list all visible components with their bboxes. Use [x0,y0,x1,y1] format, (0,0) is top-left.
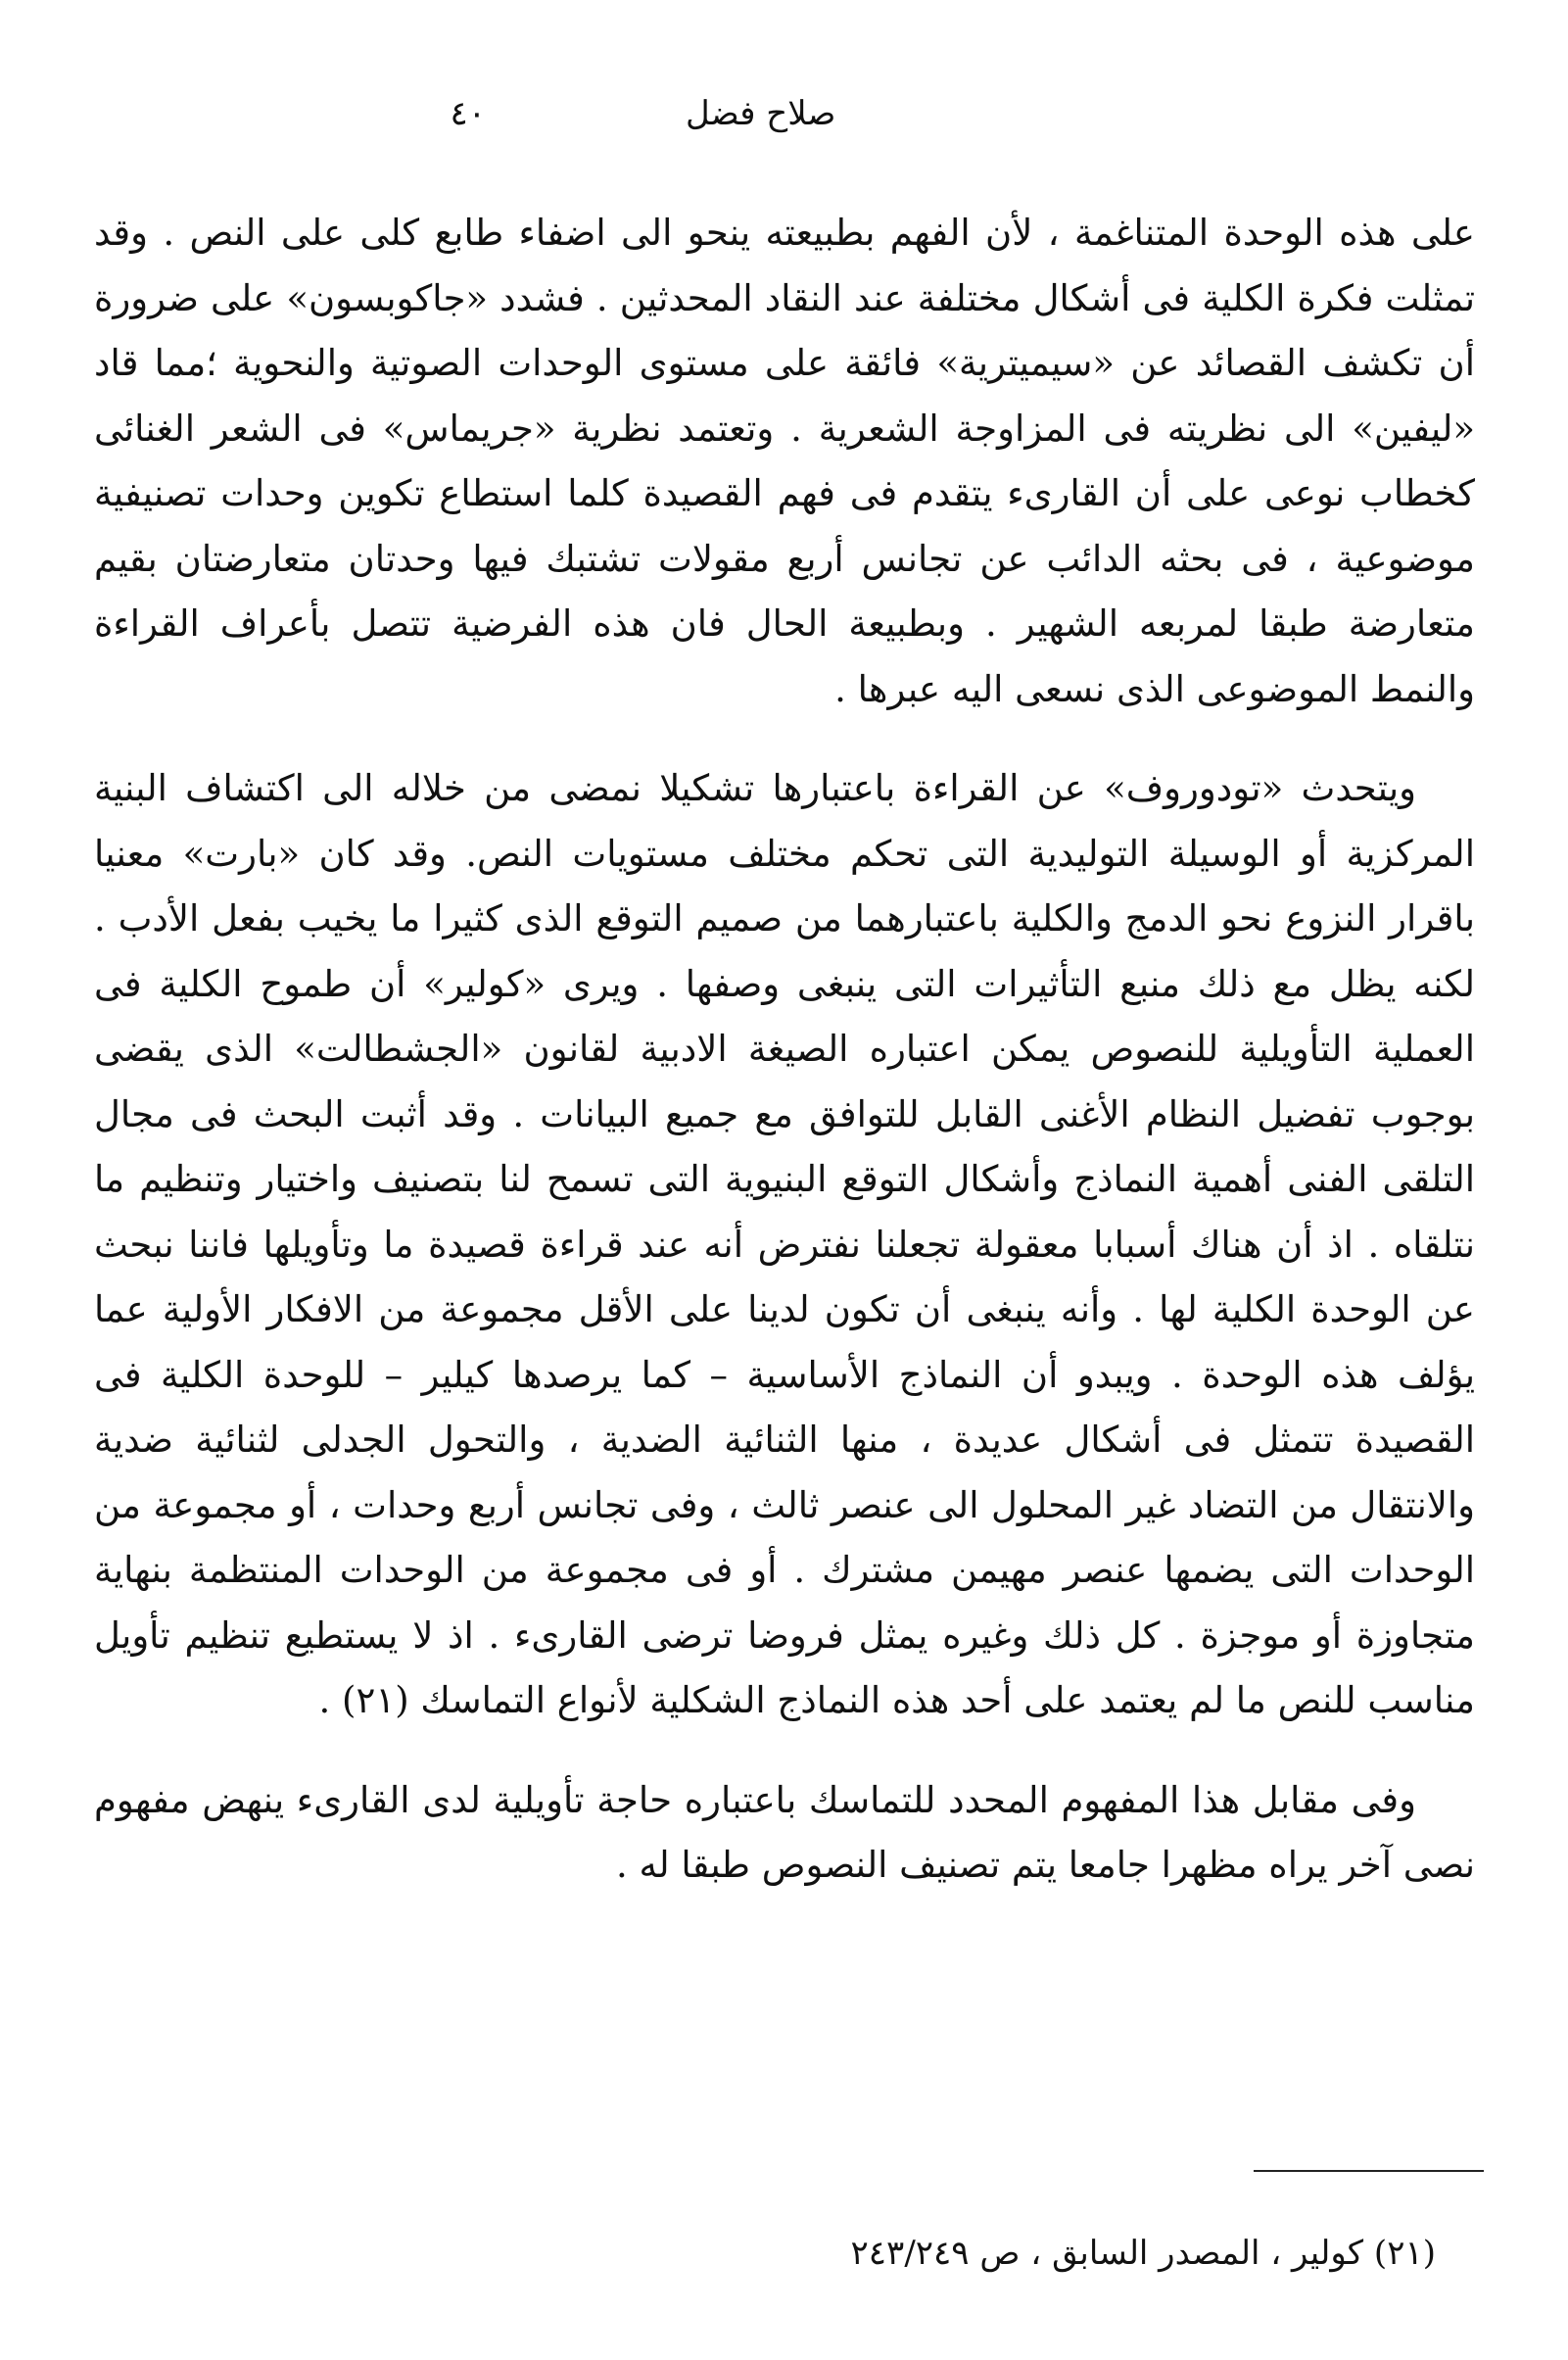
paragraph-1: على هذه الوحدة المتناغمة ، لأن الفهم بطبيعته ينحو الى اضفاء طابع كلى على النص . وقد تمثلت فكرة الكلية فى أشكال مختلفة عند النقاد المحدثين . فشدد «جاكوبسون» على ضرورة أن تكشف القصائد عن «سيميترية» فائقة على مستوى الوحدات الصوتية والنحوية ؛مما قاد «ليفين» الى نظريته فى المزاوجة الشعرية . وتعتمد نظرية «جريماس» فى الشعر الغنائى كخطاب نوعى على أن القارىء يتقدم فى فهم القصيدة كلما استطاع تكوين وحدات تصنيفية موضوعية ، فى بحثه الدائب عن تجانس أربع مقولات تشتبك فيها وحدتان متعارضتان بقيم متعارضة طبقا لمربعه الشهير . وبطبيعة الحال فان هذه الفرضية تتصل بأعراف القراءة والنمط الموضوعى الذى نسعى اليه عبرها . [94,212,1475,710]
running-header-author: صلاح فضل [686,94,836,133]
body-text [94,201,1475,1899]
running-header [0,94,1568,153]
page-number: ٤٠ [450,94,486,133]
footnote: (٢١) كولير ، المصدر السابق ، ص ٢٤٣/٢٤٩ [850,2234,1436,2273]
paragraph-3: وفى مقابل هذا المفهوم المحدد للتماسك باعتباره حاجة تأويلية لدى القارىء ينهض مفهوم نصى آخر يراه مظهرا جامعا يتم تصنيف النصوص طبقا له . [94,1778,1475,1886]
paragraph-2: ويتحدث «تودوروف» عن القراءة باعتبارها تشكيلا نمضى من خلاله الى اكتشاف البنية المركزية أو الوسيلة التوليدية التى تحكم مختلف مستويات النص. وقد كان «بارت» معنيا باقرار النزوع نحو الدمج والكلية باعتبارهما من صميم التوقع الذى كثيرا ما يخيب بفعل الأدب . لكنه يظل مع ذلك منبع التأثيرات التى ينبغى وصفها . ويرى «كولير» أن طموح الكلية فى العملية التأويلية للنصوص يمكن اعتباره الصيغة الادبية لقانون «الجشطالت» الذى يقضى بوجوب تفضيل النظام الأغنى القابل للتوافق مع جميع البيانات . وقد أثبت البحث فى مجال التلقى الفنى أهمية النماذج وأشكال التوقع البنيوية التى تسمح لنا بتصنيف واختيار وتنظيم ما نتلقاه . اذ أن هناك أسبابا معقولة تجعلنا نفترض أنه عند قراءة قصيدة ما وتأويلها فاننا نبحث عن الوحدة الكلية لها . وأنه ينبغى أن تكون لدينا على الأقل مجموعة من الافكار الأولية عما يؤلف هذه الوحدة . ويبدو أن النماذج الأساسية – كما يرصدها كيلير – للوحدة الكلية فى القصيدة تتمثل فى أشكال عديدة ، منها الثنائية الضدية ، والتحول الجدلى لثنائية ضدية والانتقال من التضاد غير المحلول الى عنصر ثالث ، وفى تجانس أربع وحدات ، أو مجموعة من الوحدات التى يضمها عنصر مهيمن مشترك . أو فى مجموعة من الوحدات المنتظمة بنهاية متجاوزة أو موجزة . كل ذلك وغيره يمثل فروضا ترضى القارىء . اذ لا يستطيع تنظيم تأويل مناسب للنص ما لم يعتمد على أحد هذه النماذج الشكلية لأنواع التماسك (٢١) . [94,767,1475,1721]
footnote-divider [1254,2170,1484,2172]
